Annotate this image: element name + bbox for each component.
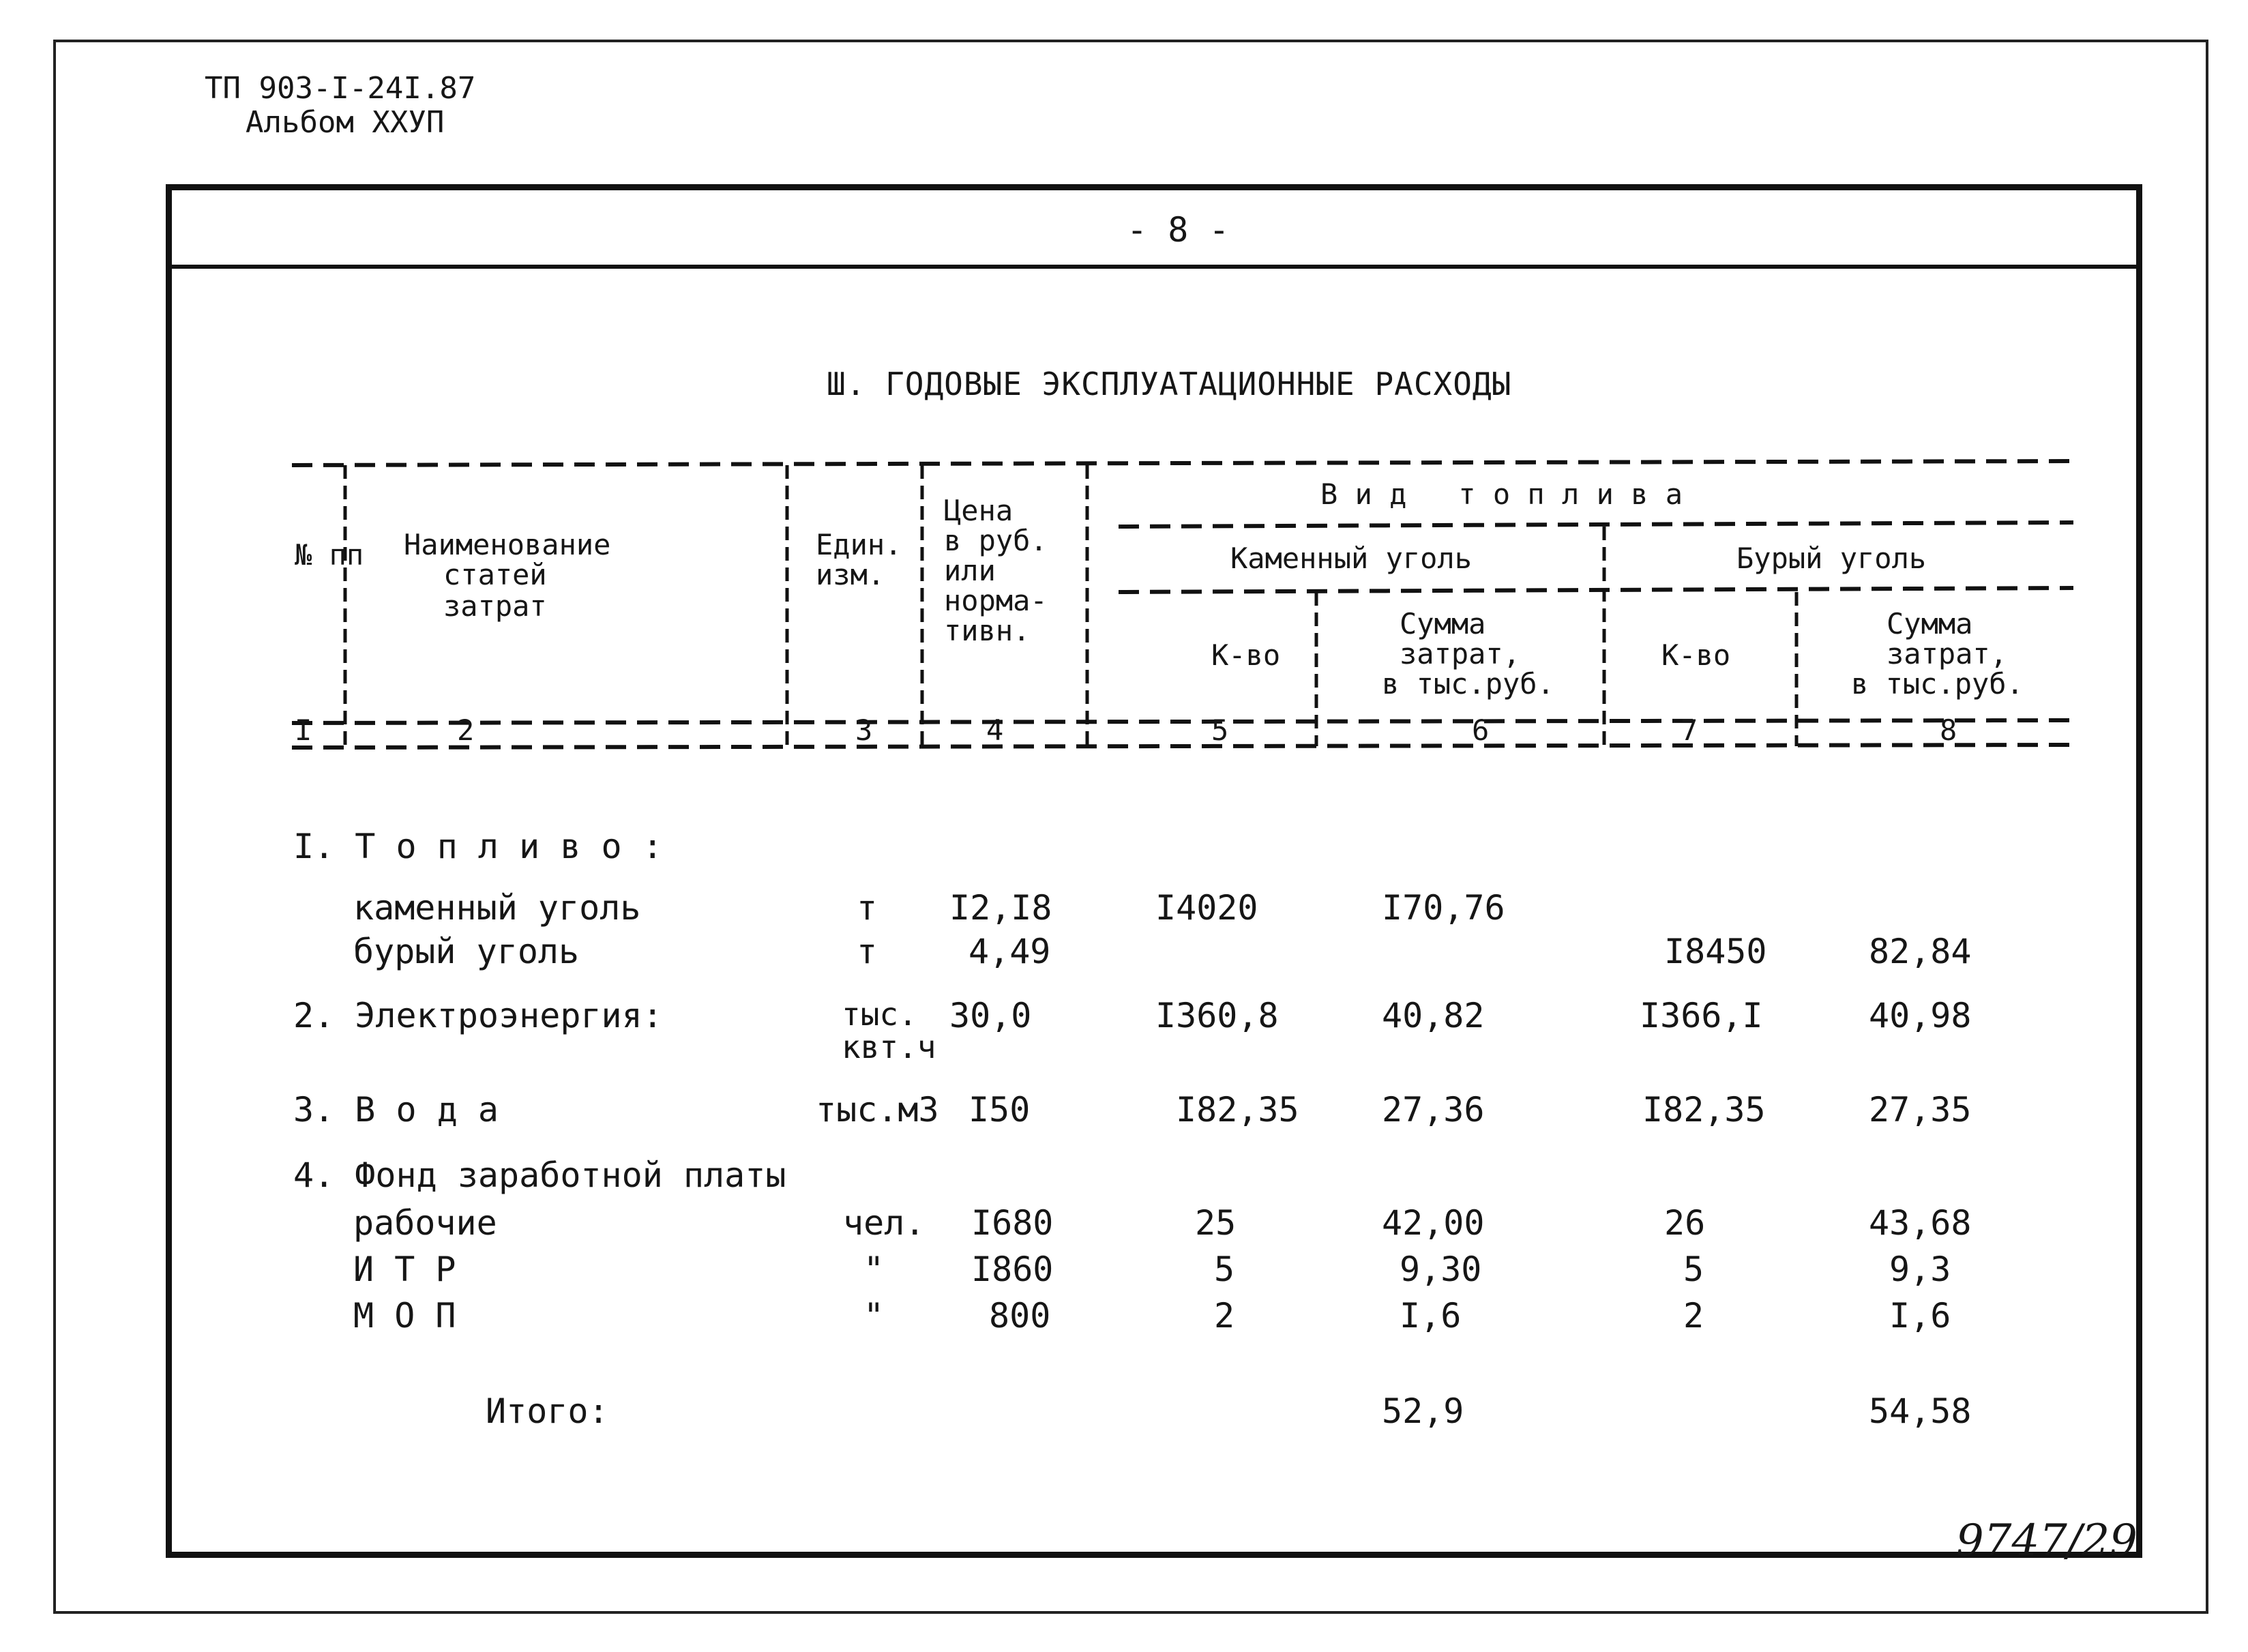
col-number-3: 3	[855, 713, 873, 747]
total-sum-coal: 52,9	[1382, 1391, 1464, 1431]
total-label: Итого:	[486, 1391, 609, 1431]
header-num: № пп	[295, 538, 364, 572]
col-number-1: I	[295, 713, 312, 747]
row-electricity-qty1: I360,8	[1155, 996, 1279, 1035]
header-price-5: тивн.	[944, 614, 1031, 647]
col-number-8: 8	[1940, 713, 1957, 747]
row-itr-name: И Т Р	[353, 1250, 456, 1289]
header-sum-brown-1: Сумма	[1887, 607, 1973, 640]
row-mop-qty2: 2	[1683, 1296, 1704, 1336]
header-unit-2: изм.	[816, 558, 885, 591]
row-electricity-sum1: 40,82	[1382, 996, 1485, 1035]
row-mop-qty1: 2	[1214, 1296, 1235, 1336]
row-brown-name: бурый уголь	[353, 932, 580, 971]
row-water-qty1: I82,35	[1176, 1090, 1299, 1130]
colnum-bottom-rule	[292, 745, 2073, 748]
row-coal-sum1: I70,76	[1382, 888, 1505, 928]
row-water-unit: тыс.м3	[816, 1090, 939, 1130]
row-water-sum1: 27,36	[1382, 1090, 1485, 1130]
row-itr-sum2: 9,3	[1889, 1250, 1951, 1289]
document-code: ТП 903-I-24I.87	[205, 71, 476, 106]
header-fuel-type: В и д т о п л и в а	[1320, 477, 1683, 511]
row-workers-sum2: 43,68	[1869, 1203, 1972, 1243]
row-coal-price: I2,I8	[949, 888, 1052, 928]
header-sum-brown-2: затрат,	[1887, 637, 2008, 670]
col-number-6: 6	[1472, 713, 1490, 747]
row-itr-qty1: 5	[1214, 1250, 1235, 1289]
row-workers-price: I680	[971, 1203, 1054, 1243]
row-itr-price: I860	[971, 1250, 1054, 1289]
row-coal-unit: т	[857, 888, 878, 928]
header-name-3: затрат	[443, 589, 547, 623]
section-fuel: I. Т о п л и в о :	[293, 827, 663, 866]
total-sum-brown: 54,58	[1869, 1391, 1972, 1431]
row-coal-name: каменный уголь	[353, 888, 641, 928]
col-number-2: 2	[457, 713, 475, 747]
row-electricity-unit-2: квт.ч	[842, 1029, 936, 1065]
row-mop-unit: "	[863, 1296, 885, 1336]
header-unit-1: Един.	[816, 528, 902, 561]
header-brown-coal: Бурый уголь	[1736, 542, 1927, 575]
section-title: Ш. ГОДОВЫЕ ЭКСПЛУАТАЦИОННЫЕ РАСХОДЫ	[827, 366, 1512, 402]
colnum-top-rule	[292, 720, 2073, 723]
header-price-1: Цена	[944, 494, 1014, 527]
table-top-rule	[292, 461, 2073, 465]
row-workers-qty2: 26	[1664, 1203, 1706, 1243]
col-number-5: 5	[1211, 713, 1229, 747]
row-coal-qty1: I4020	[1155, 888, 1258, 928]
row-mop-price: 800	[989, 1296, 1051, 1336]
row-electricity-qty2: I366,I	[1640, 996, 1763, 1035]
row-workers-sum1: 42,00	[1382, 1203, 1485, 1243]
header-sum-coal-2: затрат,	[1400, 637, 1521, 670]
fuel-subtype-rule	[1119, 588, 2073, 592]
header-sum-brown-3: в тыс.руб.	[1851, 667, 2024, 700]
header-sum-coal-1: Сумма	[1400, 607, 1486, 640]
row-brown-qty2: I8450	[1664, 932, 1767, 971]
row-mop-name: М О П	[353, 1296, 456, 1336]
row-electricity-price: 30,0	[949, 996, 1032, 1035]
col-number-7: 7	[1681, 713, 1698, 747]
section-electricity: 2. Электроэнергия:	[293, 996, 663, 1035]
header-price-2: в руб.	[944, 524, 1048, 557]
header-qty-coal: К-во	[1211, 638, 1281, 672]
row-mop-sum1: I,6	[1400, 1296, 1462, 1336]
page-number: - 8 -	[1127, 210, 1230, 250]
row-water-qty2: I82,35	[1642, 1090, 1766, 1130]
row-water-sum2: 27,35	[1869, 1090, 1972, 1130]
row-workers-name: рабочие	[353, 1203, 497, 1243]
row-itr-qty2: 5	[1683, 1250, 1704, 1289]
header-name-2: статей	[443, 558, 547, 591]
row-water-price: I50	[968, 1090, 1031, 1130]
row-brown-sum2: 82,84	[1869, 932, 1972, 971]
header-price-4: норма-	[944, 584, 1048, 617]
header-qty-brown: К-во	[1661, 638, 1731, 672]
row-mop-sum2: I,6	[1889, 1296, 1951, 1336]
row-itr-unit: "	[863, 1250, 885, 1289]
row-workers-unit: чел.	[843, 1203, 926, 1243]
col-number-4: 4	[986, 713, 1004, 747]
album-label: Альбом ХХУП	[246, 105, 445, 140]
row-brown-price: 4,49	[968, 932, 1051, 971]
handwritten-sheet-number: 9747/29	[1956, 1516, 2138, 1566]
header-name-1: Наименование	[404, 528, 611, 561]
row-workers-qty1: 25	[1195, 1203, 1237, 1243]
row-brown-unit: т	[857, 932, 878, 971]
section-water: 3. В о д а	[293, 1090, 499, 1130]
header-sum-coal-3: в тыс.руб.	[1382, 667, 1554, 700]
section-wages: 4. Фонд заработной платы	[293, 1155, 786, 1195]
header-coal: Каменный уголь	[1230, 542, 1473, 575]
row-electricity-unit-1: тыс.	[842, 996, 917, 1033]
fuel-type-rule	[1119, 522, 2073, 527]
header-price-3: или	[944, 554, 996, 587]
row-electricity-sum2: 40,98	[1869, 996, 1972, 1035]
row-itr-sum1: 9,30	[1400, 1250, 1482, 1289]
